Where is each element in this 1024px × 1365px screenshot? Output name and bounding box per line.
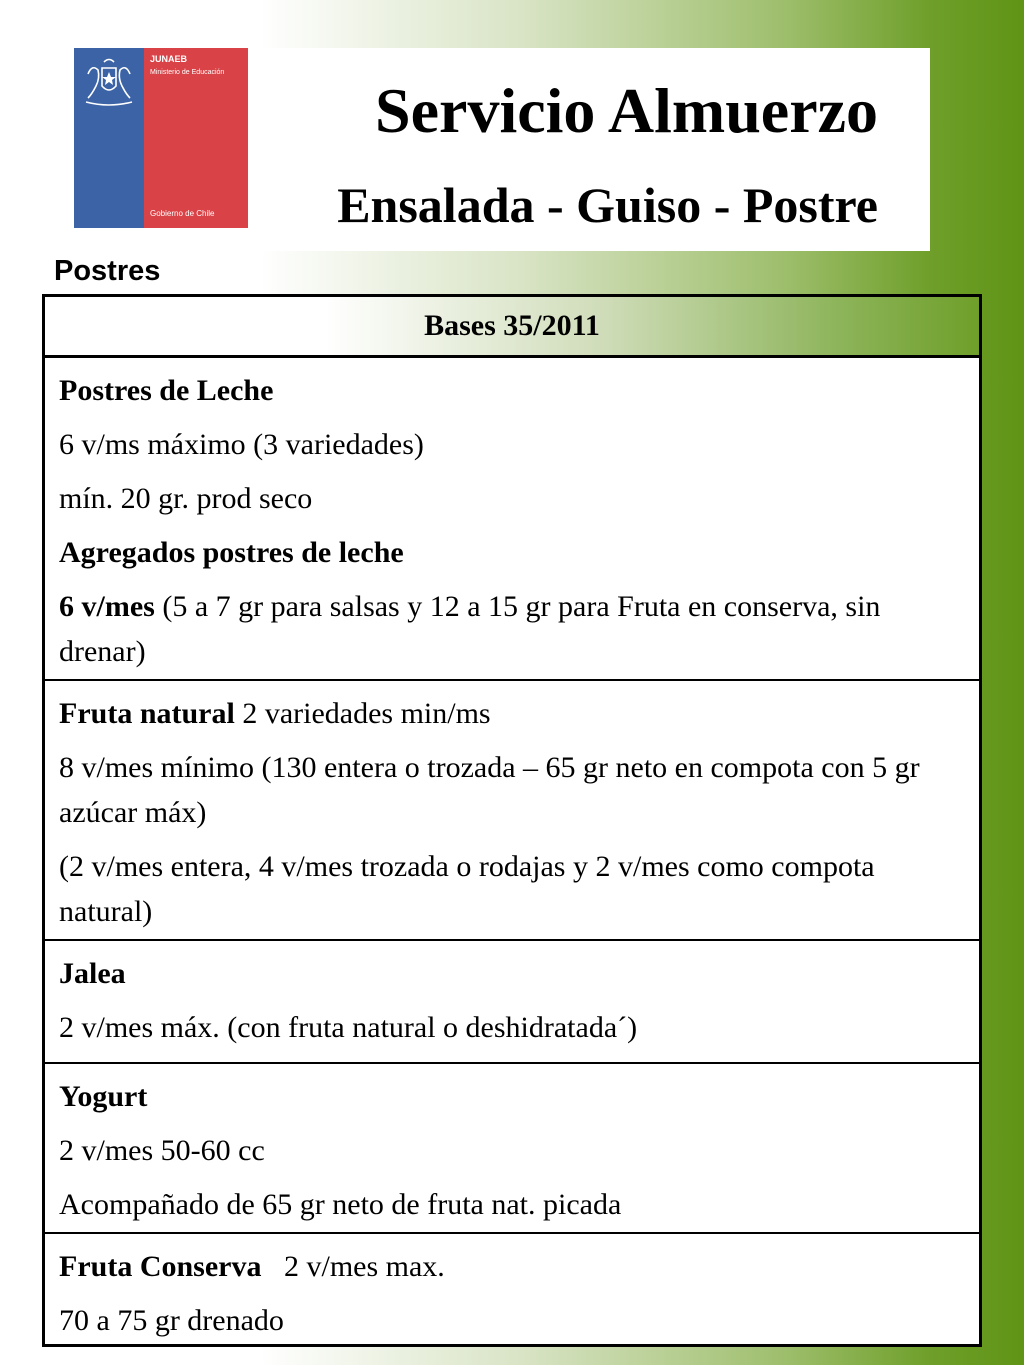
- table-row: [45, 681, 979, 941]
- row-line: Yogurt: [59, 1080, 148, 1113]
- row-line: 6 v/ms máximo (3 variedades): [59, 428, 424, 461]
- coat-of-arms-icon: [80, 56, 138, 108]
- row-line: 6 v/mes (5 a 7 gr para salsas y 12 a 15 gr para Fruta en conserva, sin drenar): [59, 590, 881, 668]
- row-line: 8 v/mes mínimo (130 entera o trozada – 65 gr neto en compota con 5 gr azúcar máx): [59, 751, 920, 829]
- row-line: Agregados postres de leche: [59, 536, 404, 569]
- row-line: 2 v/mes máx. (con fruta natural o deshidratada´): [59, 1011, 638, 1044]
- row-line: Fruta Conserva 2 v/mes max.: [59, 1250, 445, 1283]
- row-line: mín. 20 gr. prod seco: [59, 482, 313, 515]
- row-line: (2 v/mes entera, 4 v/mes trozada o rodajas y 2 v/mes como compota natural): [59, 850, 875, 928]
- logo-org-text: JUNAEB: [150, 54, 188, 64]
- row-line: 2 v/mes 50-60 cc: [59, 1134, 265, 1167]
- subtitle-part1: Ensalada - Guiso: [337, 177, 702, 233]
- row-line: 70 a 75 gr drenado: [59, 1304, 284, 1337]
- table-row: [45, 941, 979, 1064]
- row-line: Acompañado de 65 gr neto de fruta nat. picada: [59, 1188, 622, 1221]
- logo-ministry-text: Ministerio de Educación: [150, 69, 225, 76]
- row-line: Postres de Leche: [59, 374, 274, 407]
- table-row: [45, 1234, 979, 1344]
- table-row: [45, 1064, 979, 1234]
- logo-government-text: Gobierno de Chile: [150, 209, 215, 218]
- subtitle-part2: - Postre: [713, 177, 878, 233]
- logo-blue-panel: [74, 48, 144, 228]
- row-line: Fruta natural 2 variedades min/ms: [59, 697, 491, 730]
- row-line: Jalea: [59, 957, 126, 990]
- logo-red-panel: [144, 48, 248, 228]
- section-label: Postres: [54, 255, 161, 287]
- page-title: Servicio Almuerzo: [375, 75, 878, 146]
- page-subtitle: [337, 176, 878, 234]
- bases-table: [42, 294, 982, 1347]
- table-header: Bases 35/2011: [45, 297, 979, 358]
- table-row: [45, 358, 979, 681]
- junaeb-logo: [74, 48, 248, 228]
